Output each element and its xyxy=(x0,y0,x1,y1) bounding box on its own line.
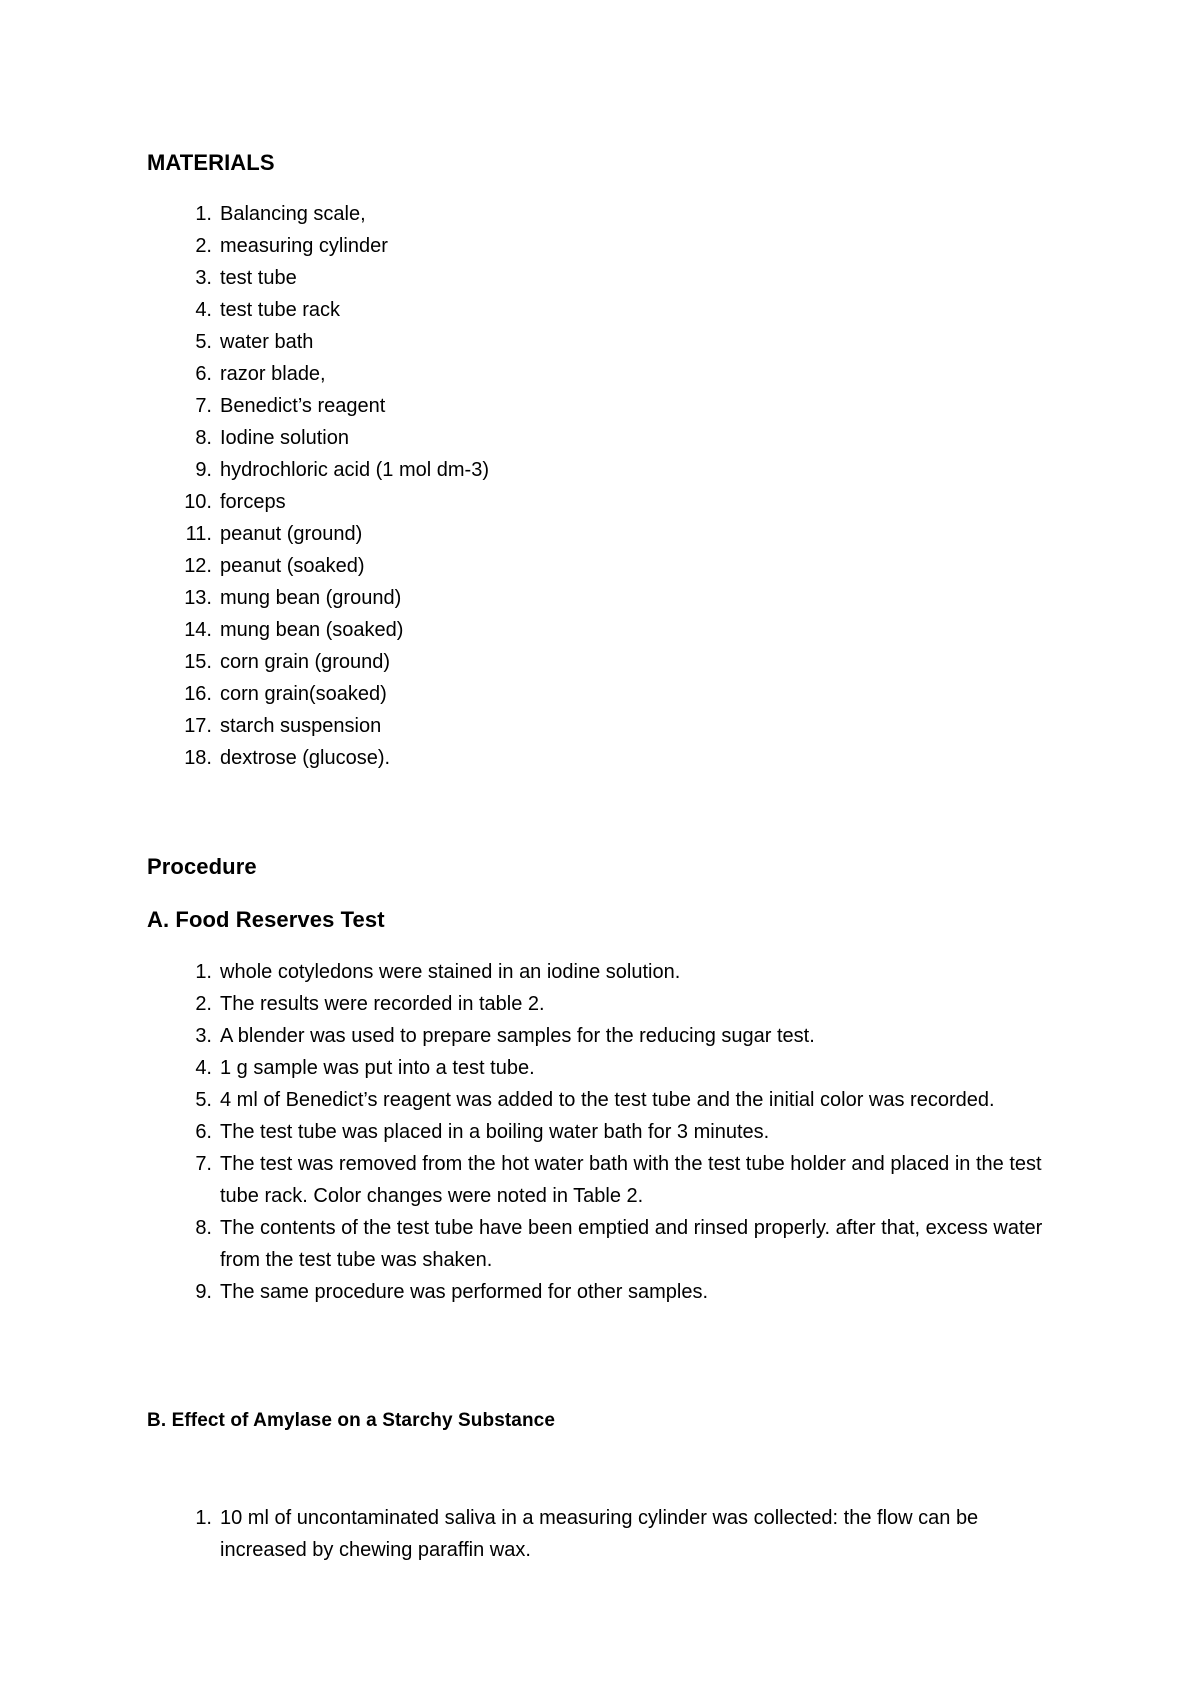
list-item xyxy=(147,326,1057,358)
list-item-number: 5. xyxy=(195,331,212,353)
list-item-number: 1. xyxy=(195,961,212,983)
procedure-heading: Procedure xyxy=(147,854,257,879)
list-item xyxy=(147,646,1057,678)
list-item-number: 8. xyxy=(195,427,212,449)
list-item-text: razor blade, xyxy=(220,363,326,385)
list-item-number: 9. xyxy=(195,459,212,481)
list-item-text: water bath xyxy=(220,331,314,353)
list-item-number: 5. xyxy=(195,1089,212,1111)
list-item xyxy=(147,422,1057,454)
list-item xyxy=(147,1502,1057,1566)
list-item xyxy=(147,1052,1057,1084)
list-item xyxy=(147,294,1057,326)
section-a-list xyxy=(147,956,1057,1308)
list-item-number: 8. xyxy=(195,1217,212,1239)
section-a-heading: A. Food Reserves Test xyxy=(147,907,385,932)
list-item xyxy=(147,390,1057,422)
list-item-text: measuring cylinder xyxy=(220,235,388,257)
list-item-text: peanut (soaked) xyxy=(220,555,365,577)
list-item xyxy=(147,358,1057,390)
list-item-number: 4. xyxy=(195,299,212,321)
list-item-text: peanut (ground) xyxy=(220,523,363,545)
list-item xyxy=(147,1212,1057,1276)
list-item-text: The contents of the test tube have been emptied and rinsed properly. after that, excess water from the test tube was shaken. xyxy=(220,1217,1043,1271)
materials-list xyxy=(147,198,1057,774)
list-item-text: The test was removed from the hot water bath with the test tube holder and placed in the test tube rack. Color changes were noted in Table 2. xyxy=(220,1153,1042,1207)
list-item xyxy=(147,1148,1057,1212)
list-item-text: test tube xyxy=(220,267,297,289)
section-b-list xyxy=(147,1502,1057,1566)
list-item-text: A blender was used to prepare samples for the reducing sugar test. xyxy=(220,1025,815,1047)
section-b-heading: B. Effect of Amylase on a Starchy Substance xyxy=(147,1410,555,1431)
list-item-number: 18. xyxy=(184,747,212,769)
list-item-number: 12. xyxy=(184,555,212,577)
list-item-number: 6. xyxy=(195,363,212,385)
list-item-number: 1. xyxy=(195,1507,212,1529)
list-item-number: 6. xyxy=(195,1121,212,1143)
list-item xyxy=(147,1084,1057,1116)
list-item-text: dextrose (glucose). xyxy=(220,747,391,769)
list-item-text: The same procedure was performed for other samples. xyxy=(220,1281,708,1303)
list-item-text: mung bean (soaked) xyxy=(220,619,404,641)
list-item-number: 4. xyxy=(195,1057,212,1079)
list-item-text: Balancing scale, xyxy=(220,203,366,225)
list-item-text: Iodine solution xyxy=(220,427,349,449)
list-item xyxy=(147,956,1057,988)
list-item xyxy=(147,988,1057,1020)
list-item-number: 1. xyxy=(195,203,212,225)
list-item-number: 7. xyxy=(195,395,212,417)
list-item-text: whole cotyledons were stained in an iodine solution. xyxy=(220,961,681,983)
list-item-text: 10 ml of uncontaminated saliva in a measuring cylinder was collected: the flow can be increased by chewing paraffin wax. xyxy=(220,1507,979,1561)
list-item-text: starch suspension xyxy=(220,715,382,737)
list-item-number: 14. xyxy=(184,619,212,641)
list-item-number: 11. xyxy=(185,523,212,545)
list-item xyxy=(147,550,1057,582)
list-item-text: The test tube was placed in a boiling water bath for 3 minutes. xyxy=(220,1121,770,1143)
list-item-number: 7. xyxy=(195,1153,212,1175)
list-item xyxy=(147,198,1057,230)
list-item-number: 16. xyxy=(184,683,212,705)
list-item xyxy=(147,262,1057,294)
list-item-number: 3. xyxy=(195,1025,212,1047)
list-item xyxy=(147,582,1057,614)
list-item-text: mung bean (ground) xyxy=(220,587,402,609)
list-item-text: Benedict’s reagent xyxy=(220,395,386,417)
list-item xyxy=(147,678,1057,710)
list-item-text: corn grain (ground) xyxy=(220,651,391,673)
list-item-number: 3. xyxy=(195,267,212,289)
list-item-number: 2. xyxy=(195,235,212,257)
list-item xyxy=(147,518,1057,550)
list-item-text: test tube rack xyxy=(220,299,341,321)
list-item-text: 4 ml of Benedict’s reagent was added to the test tube and the initial color was recorded. xyxy=(220,1089,995,1111)
list-item xyxy=(147,1276,1057,1308)
list-item-text: forceps xyxy=(220,491,286,513)
list-item xyxy=(147,486,1057,518)
list-item-number: 17. xyxy=(184,715,212,737)
list-item-text: 1 g sample was put into a test tube. xyxy=(220,1057,535,1079)
list-item xyxy=(147,230,1057,262)
list-item-number: 15. xyxy=(184,651,212,673)
list-item xyxy=(147,614,1057,646)
list-item-text: The results were recorded in table 2. xyxy=(220,993,545,1015)
list-item-text: corn grain(soaked) xyxy=(220,683,387,705)
list-item xyxy=(147,742,1057,774)
list-item-number: 2. xyxy=(195,993,212,1015)
materials-heading: MATERIALS xyxy=(147,150,275,175)
list-item xyxy=(147,1020,1057,1052)
list-item-number: 10. xyxy=(184,491,212,513)
list-item-text: hydrochloric acid (1 mol dm-3) xyxy=(220,459,489,481)
list-item xyxy=(147,710,1057,742)
list-item-number: 13. xyxy=(184,587,212,609)
list-item-number: 9. xyxy=(195,1281,212,1303)
list-item xyxy=(147,1116,1057,1148)
list-item xyxy=(147,454,1057,486)
